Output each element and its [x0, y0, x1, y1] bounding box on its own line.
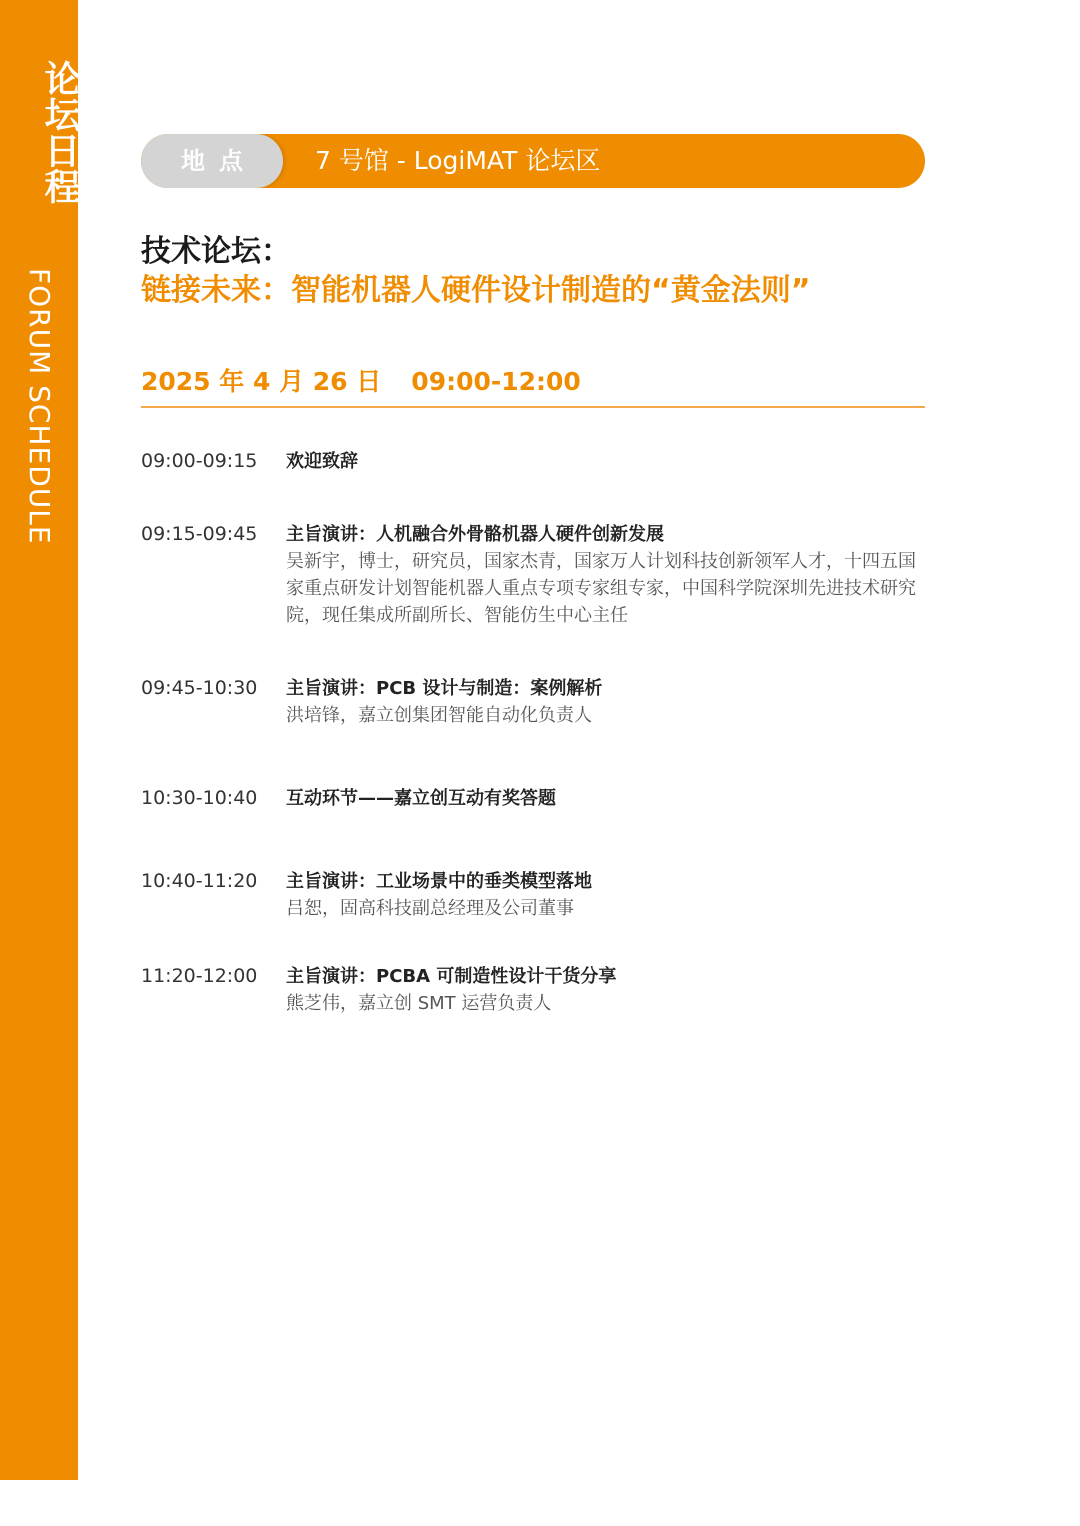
- schedule-speaker: 吕恕，固高科技副总经理及公司董事: [286, 898, 574, 919]
- forum-date-line: [141, 364, 581, 400]
- schedule-body: [286, 963, 926, 1017]
- schedule-body: [286, 785, 926, 812]
- divider: [141, 406, 925, 408]
- schedule-title: 主旨演讲：PCBA 可制造性设计干货分享: [286, 966, 617, 987]
- schedule-title: 欢迎致辞: [286, 451, 358, 472]
- schedule-time: 09:00-09:15: [141, 450, 258, 472]
- schedule-body: [286, 868, 926, 922]
- location-bar: [141, 134, 925, 188]
- schedule-body: [286, 521, 926, 629]
- forum-title: 链接未来：智能机器人硬件设计制造的“黄金法则”: [141, 273, 811, 308]
- schedule-speaker: 吴新宇，博士，研究员，国家杰青，国家万人计划科技创新领军人才，十四五国家重点研发计划智能机器人重点专项专家组专家，中国科学院深圳先进技术研究院，现任集成所副所长、智能仿生中心主任: [286, 551, 916, 626]
- location-label: 地点: [181, 147, 257, 175]
- sidebar-title-en: FORUM SCHEDULE: [23, 268, 56, 545]
- schedule-speaker: 熊芝伟，嘉立创 SMT 运营负责人: [286, 993, 552, 1014]
- schedule-title: 主旨演讲：PCB 设计与制造：案例解析: [286, 678, 603, 699]
- schedule-time: 09:45-10:30: [141, 677, 258, 699]
- schedule-title: 主旨演讲：工业场景中的垂类模型落地: [286, 871, 592, 892]
- location-value: 7 号馆 - LogiMAT 论坛区: [315, 146, 601, 175]
- schedule-body: [286, 448, 926, 475]
- forum-date: 2025 年 4 月 26 日: [141, 367, 382, 396]
- schedule-title: 主旨演讲：人机融合外骨骼机器人硬件创新发展: [286, 524, 664, 545]
- sidebar-title-cn: 论坛日程: [39, 60, 80, 204]
- schedule-time: 09:15-09:45: [141, 523, 258, 545]
- forum-category: 技术论坛：: [141, 234, 291, 269]
- forum-time-range: 09:00-12:00: [411, 367, 581, 396]
- schedule-title: 互动环节——嘉立创互动有奖答题: [286, 788, 556, 809]
- schedule-time: 11:20-12:00: [141, 965, 258, 987]
- schedule-time: 10:30-10:40: [141, 787, 258, 809]
- sidebar: [0, 0, 78, 1480]
- schedule-time: 10:40-11:20: [141, 870, 258, 892]
- schedule-speaker: 洪培锋，嘉立创集团智能自动化负责人: [286, 705, 592, 726]
- schedule-body: [286, 675, 926, 729]
